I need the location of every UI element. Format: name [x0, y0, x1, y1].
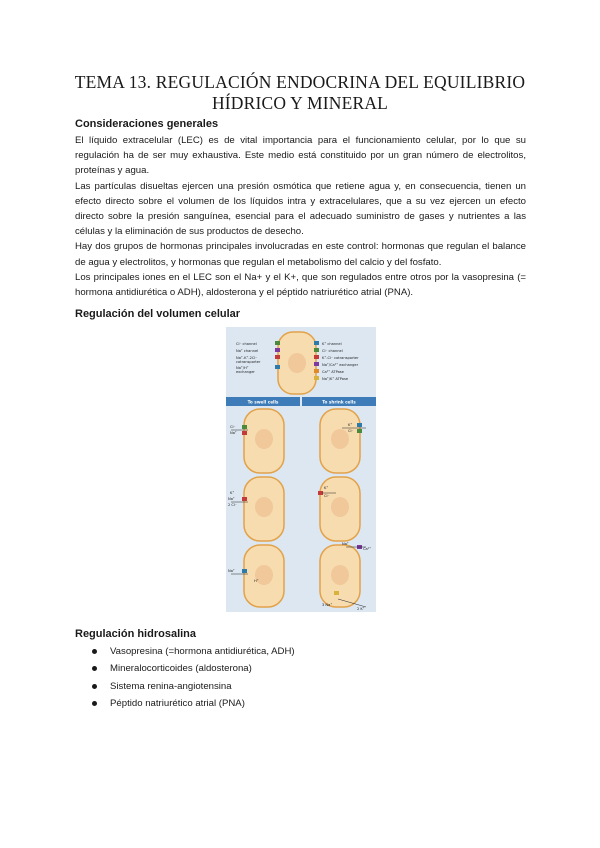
marker-nkcc — [275, 355, 280, 359]
cell-volume-figure — [226, 327, 376, 612]
legend-left-1: Cl⁻ channel — [236, 342, 257, 346]
marker-l1b — [242, 431, 247, 435]
marker-kcc — [314, 355, 319, 359]
marker-r1a — [357, 423, 362, 427]
title-line-1: TEMA 13. REGULACIÓN ENDOCRINA DEL EQUILIBRIO — [74, 72, 526, 92]
ion-r2b: Cl⁻ — [324, 494, 330, 498]
bullet-icon — [92, 666, 97, 671]
list-item-label: Péptido natriurético atrial (PNA) — [110, 698, 245, 710]
legend-right-5: Ca²⁺ ATPase — [322, 370, 344, 374]
ion-r3a: Na⁺ — [342, 542, 349, 546]
ion-l3b: H⁺ — [254, 579, 259, 583]
marker-l2 — [242, 497, 247, 501]
shrink-nucleus-1 — [331, 429, 349, 449]
ion-r2a: K⁺ — [324, 486, 329, 490]
marker-cl-channel-r — [314, 348, 319, 352]
ion-r4a: 3 Na⁺ — [322, 603, 333, 607]
heading-regulacion-hidrosalina: Regulación hidrosalina — [75, 628, 197, 640]
bullet-icon — [92, 684, 97, 689]
title-line-2: HÍDRICO Y MINERAL — [211, 93, 389, 113]
paragraph-4: Los principales iones en el LEC son el Na+ y el K+, que son regulados entre otros por la vasopresina (= hormona antidiurética o ADH), aldosterona y el péptido natriurético atrial (PNA). — [75, 271, 526, 299]
shrink-nucleus-2 — [331, 497, 349, 517]
col-left-label: To swell cells — [247, 399, 279, 405]
section-consideraciones-body — [75, 133, 526, 300]
legend-left-5: Na⁺/H⁺ — [236, 366, 249, 370]
ion-l1a: Cl⁻ — [230, 425, 236, 429]
marker-nak-atpase — [314, 376, 319, 380]
list-item-label: Mineralocorticoides (aldosterona) — [110, 663, 252, 675]
shrink-nucleus-3 — [331, 565, 349, 585]
legend-right-1: K⁺ channel — [322, 342, 342, 346]
heading-consideraciones: Consideraciones generales — [75, 118, 219, 130]
marker-na-channel — [275, 348, 280, 352]
legend-left-6: exchanger — [236, 370, 255, 374]
hormone-list — [92, 643, 295, 713]
marker-cl-channel — [275, 341, 280, 345]
ion-l2c: 2 Cl⁻ — [228, 503, 237, 507]
paragraph-2: Las partículas disueltas ejercen una presión osmótica que retiene agua y, en consecuencia, tienen un efecto directo sobre el volumen de los líquidos intra y extracelulares, que a su vez ejercen un efecto directo sobre la presión sanguínea, esencial para el adecuado suministro de gases y nutrientes a las células y la eliminación de sus productos de desecho. — [75, 180, 526, 238]
legend-right-3: K⁺-Cl⁻ cotransporter — [322, 356, 359, 360]
cell-volume-diagram — [226, 327, 376, 612]
ion-r3b: Ca²⁺ — [363, 547, 372, 551]
bullet-icon — [92, 649, 97, 654]
legend-left-3: Na⁺-K⁺-2Cl⁻ — [236, 356, 258, 360]
page-title — [60, 72, 540, 114]
marker-l1a — [242, 425, 247, 429]
ion-r4b: 2 K⁺ — [357, 607, 365, 611]
marker-r1b — [357, 429, 362, 433]
marker-nhe — [275, 365, 280, 369]
list-item — [92, 678, 295, 695]
legend-left-4: cotransporter — [236, 360, 261, 364]
legend-right-4: Na⁺/Ca²⁺ exchanger — [322, 363, 359, 367]
col-right-label: To shrink cells — [322, 399, 356, 405]
list-item — [92, 643, 295, 660]
list-item-label: Vasopresina (=hormona antidiurética, ADH) — [110, 646, 295, 657]
ion-l2b: Na⁺ — [228, 497, 235, 501]
legend-left-2: Na⁺ channel — [236, 349, 259, 353]
paragraph-3: Hay dos grupos de hormonas principales involucradas en este control: hormonas que regulan el balance de agua y electrolitos, y hormonas que regulan el metabolismo del calcio y del fosfato. — [75, 241, 526, 268]
ion-l1b: Na⁺ — [230, 431, 237, 435]
list-item — [92, 695, 295, 712]
marker-ncx — [314, 362, 319, 366]
ion-r1b: Cl⁻ — [348, 429, 354, 433]
marker-l3 — [242, 569, 247, 573]
heading-volumen-celular: Regulación del volumen celular — [75, 308, 241, 320]
marker-ca-atpase — [314, 369, 319, 373]
ion-r1a: K⁺ — [348, 423, 353, 427]
ion-l2a: K⁺ — [230, 491, 235, 495]
bullet-icon — [92, 701, 97, 706]
paragraph-1: El líquido extracelular (LEC) es de vital importancia para el funcionamiento celular, por lo que su regulación ha de ser muy exhaustiva. Este medio está constituido por un gran número de electrolitos, proteínas y agua. — [75, 135, 526, 177]
ion-l3a: Na⁺ — [228, 569, 235, 573]
reference-nucleus — [288, 353, 306, 373]
marker-r4 — [334, 591, 339, 595]
list-item-label: Sistema renina-angiotensina — [110, 680, 232, 692]
list-item — [92, 660, 295, 677]
swell-nucleus-2 — [255, 497, 273, 517]
legend-right-2: Cl⁻ channel — [322, 349, 343, 353]
swell-nucleus-1 — [255, 429, 273, 449]
marker-k-channel — [314, 341, 319, 345]
legend-right-6: Na⁺/K⁺ ATPase — [322, 377, 349, 381]
